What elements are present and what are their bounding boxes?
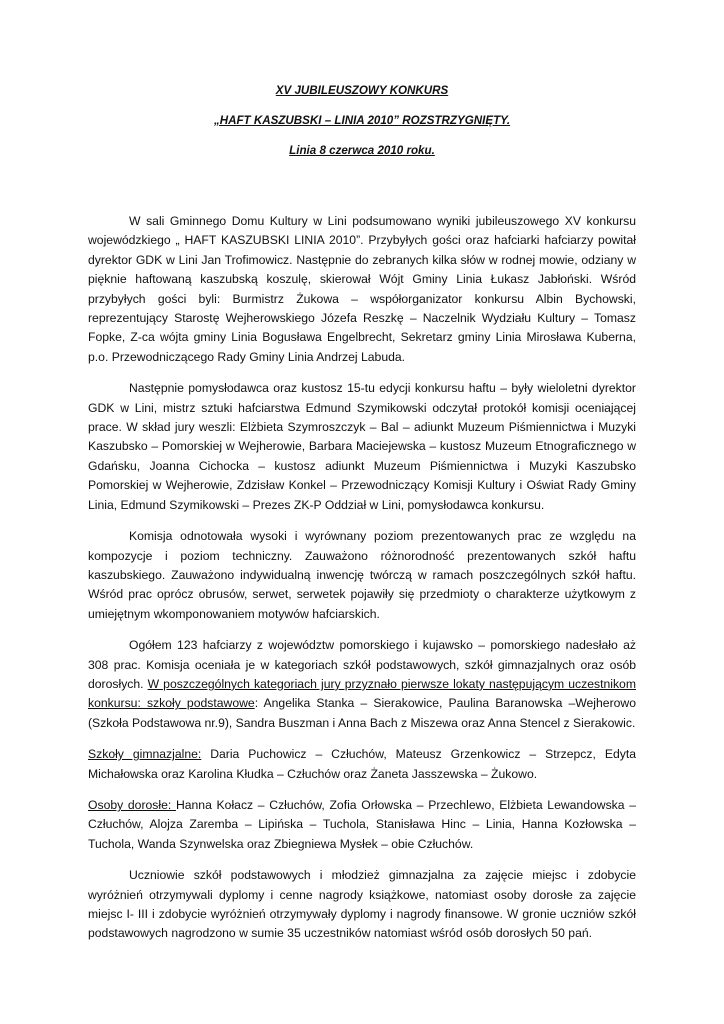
paragraph-awards: Uczniowie szkół podstawowych i młodzież gimnazjalna za zajęcie miejsc i zdobycie wyróżnień otrzymywali dyplomy i cenne nagrody książkowe, natomiast osoby dorosłe za zajęcie miejsc I- III i zdobycie wyróżnień otrzymywały dyplomy i nagrody finansowe. W gronie uczniów szkół podstawowych nagrodzono w sumie 35 uczestników natomiast wśród osób dorosłych 50 pań. (88, 868, 636, 941)
paragraph-jury: Następnie pomysłodawca oraz kustosz 15-tu edycji konkursu haftu – były wieloletni dyrektor GDK w Lini, mistrz sztuki hafciarstwa Edmund Szymikowski odczytał protokół komisji oceniającej prace. W skład jury weszli: Elżbieta Szymroszczyk – Bal – adiunkt Muzeum Piśmiennictwa i Muzyki Kaszubsko – Pomorskiej w Wejherowie, Barbara Maciejewska – kustosz Muzeum Etnograficznego w Gdańsku, Joanna Cichocka – kustosz adiunkt Muzeum Piśmiennictwa i Muzyki Kaszubsko Pomorskiej w Wejherowie, Zdzisław Konkel – Przewodniczący Komisji Kultury i Oświat Rady Gminy Linia, Edmund Szymikowski – Prezes ZK-P Oddział w Lini, pomysłodawca konkursu. (88, 381, 636, 512)
document-date-line: Linia 8 czerwca 2010 roku. (289, 144, 435, 157)
paragraph-assessment: Komisja odnotowała wysoki i wyrównany poziom prezentowanych prac ze względu na kompozycje i poziom techniczny. Zauważono różnorodność prezentowanych szkół haftu kaszubskiego. Zauważono indywidualną inwencję twórczą w ramach poszczególnych szkół haftu. Wśród prac oprócz obrusów, serwet, serwetek pojawiły się przedmioty o charakterze użytkowym z umiejętnym wkomponowaniem motywów hafciarskich. (88, 529, 636, 621)
primary-schools-intro: Ogółem 123 hafciarzy z województw pomorskiego i kujawsko – pomorskiego nadesłało aż 308 prac. Komisja oceniała je w kategoriach szkół podstawowych, szkół gimnazjalnych oraz osób dorosłych. (88, 638, 636, 691)
adults-winners: Hanna Kołacz – Człuchów, Zofia Orłowska – Przechlewo, Elżbieta Lewandowska – Człuchów, Alojza Zaremba – Lipińska – Tuchola, Stanisława Hinc – Linia, Hanna Kozłowska – Tuchola, Wanda Szynwelska oraz Zbiegniewa Mysłek – obie Człuchów. (88, 797, 636, 851)
paragraph-opening: W sali Gminnego Domu Kultury w Lini podsumowano wyniki jubileuszowego XV konkursu wojewódzkiego „ HAFT KASZUBSKI LINIA 2010”. Przybyłych gości oraz hafciarki hafciarzy powitał dyrektor GDK w Lini Jan Trofimowicz. Następnie do zebranych kilka słów w rodnej mowie, odziany w pięknie haftowaną kaszubską koszulę, skierował Wójt Gminy Linia Łukasz Jabłoński. Wśród przybyłych gości byli: Burmistrz Żukowa – współorganizator konkursu Albin Bychowski, reprezentujący Starostę Wejherowskiego Józefa Reszkę – Naczelnik Wydziału Kultury – Tomasz Fopke, Z-ca wójta gminy Linia Bogusława Engelbrecht, Sekretarz gminy Linia Mirosława Kuberna, p.o. Przewodniczącego Rady Gminy Linia Andrzej Labuda. (88, 214, 636, 364)
paragraph-primary-schools (88, 636, 636, 733)
document-title: XV JUBILEUSZOWY KONKURS (275, 84, 449, 97)
document-body (88, 212, 636, 944)
middle-schools-winners: Daria Puchowicz – Człuchów, Mateusz Grzenkowicz – Strzepcz, Edyta Michałowska oraz Karolina Kłudka – Człuchów oraz Żaneta Jasszewska – Żukowo. (88, 747, 636, 781)
paragraph-adults (88, 796, 636, 854)
primary-schools-heading: W poszczególnych kategoriach jury przyznało pierwsze lokaty następującym uczestnikom konkursu: szkoły podstawowe (88, 676, 636, 711)
adults-label: Osoby dorosłe: (88, 797, 176, 812)
middle-schools-label: Szkoły gimnazjalne: (88, 747, 202, 762)
document-subtitle: „HAFT KASZUBSKI – LINIA 2010” ROZSTRZYGNIĘTY. (213, 114, 511, 127)
paragraph-middle-schools (88, 745, 636, 784)
primary-schools-winners: : Angelika Stanka – Sierakowice, Paulina Baranowska –Wejherowo (Szkoła Podstawowa nr.9), Sandra Buszman i Anna Bach z Miszewa oraz Anna Stencel z Sierakowic. (88, 696, 636, 730)
